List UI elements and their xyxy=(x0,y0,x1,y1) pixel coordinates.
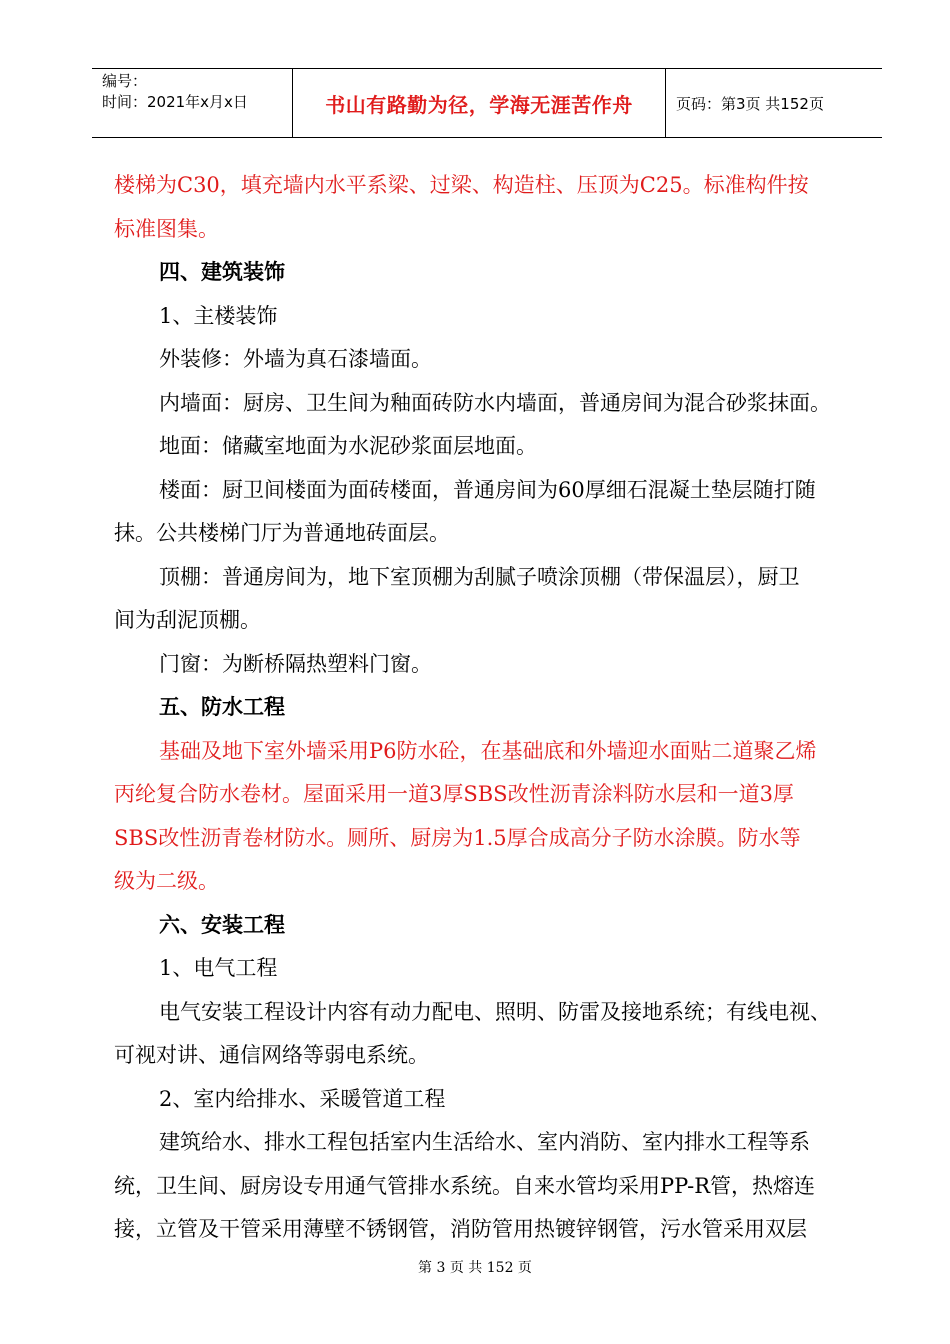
paragraph-line: 外装修：外墙为真石漆墙面。 xyxy=(159,347,432,371)
paragraph-line: 电气安装工程设计内容有动力配电、照明、防雷及接地系统；有线电视、 xyxy=(159,999,831,1024)
paragraph-line: 间为刮泥顶棚。 xyxy=(114,608,261,632)
paragraph-line: 顶棚：普通房间为，地下室顶棚为刮腻子喷涂顶棚（带保温层），厨卫 xyxy=(159,564,800,589)
paragraph-line: SBS改性沥青卷材防水。厕所、厨房为1.5厚合成高分子防水涂膜。防水等 xyxy=(114,825,801,850)
number-label: 编号： xyxy=(102,72,148,90)
subsection-heading: 2、室内给排水、采暖管道工程 xyxy=(159,1086,446,1111)
paragraph-line: 级为二级。 xyxy=(114,869,219,893)
paragraph-line: 接，立管及干管采用薄壁不锈钢管，消防管用热镀锌钢管，污水管采用双层 xyxy=(114,1217,807,1241)
paragraph-line: 楼面：厨卫间楼面为面砖楼面，普通房间为60厚细石混凝土垫层随打随 xyxy=(159,477,816,502)
document-body xyxy=(114,164,874,1252)
subsection-heading: 1、主楼装饰 xyxy=(159,303,278,328)
header-meta-cell xyxy=(92,69,293,137)
paragraph-line: 可视对讲、通信网络等弱电系统。 xyxy=(114,1043,429,1067)
section-heading: 六、安装工程 xyxy=(159,912,285,937)
paragraph-line: 门窗：为断桥隔热塑料门窗。 xyxy=(159,651,432,676)
paragraph-line: 丙纶复合防水卷材。屋面采用一道3厚SBS改性沥青涂料防水层和一道3厚 xyxy=(114,782,794,806)
header-motto: 书山有路勤为径，学海无涯苦作舟 xyxy=(293,69,666,137)
section-heading: 四、建筑装饰 xyxy=(159,260,285,284)
time-label: 时间：2021年x月x日 xyxy=(102,93,248,111)
paragraph-line: 地面：储藏室地面为水泥砂浆面层地面。 xyxy=(159,434,537,458)
paragraph-line: 楼梯为C30，填充墙内水平系梁、过梁、构造柱、压顶为C25。标准构件按 xyxy=(114,173,809,197)
page-header xyxy=(92,68,882,138)
paragraph-line: 统，卫生间、厨房设专用通气管排水系统。自来水管均采用PP-R管，热熔连 xyxy=(114,1173,816,1198)
subsection-heading: 1、电气工程 xyxy=(159,956,278,980)
paragraph-line: 基础及地下室外墙采用P6防水砼，在基础底和外墙迎水面贴二道聚乙烯 xyxy=(159,738,817,763)
paragraph-line: 内墙面：厨房、卫生间为釉面砖防水内墙面，普通房间为混合砂浆抹面。 xyxy=(159,390,831,415)
section-heading: 五、防水工程 xyxy=(159,695,285,719)
paragraph-line: 建筑给水、排水工程包括室内生活给水、室内消防、室内排水工程等系 xyxy=(159,1130,810,1154)
header-page-info: 页码：第3页 共152页 xyxy=(676,94,824,113)
paragraph-line: 标准图集。 xyxy=(114,216,219,241)
page-footer: 第 3 页 共 152 页 xyxy=(418,1260,532,1276)
paragraph-line: 抹。公共楼梯门厅为普通地砖面层。 xyxy=(114,521,450,545)
